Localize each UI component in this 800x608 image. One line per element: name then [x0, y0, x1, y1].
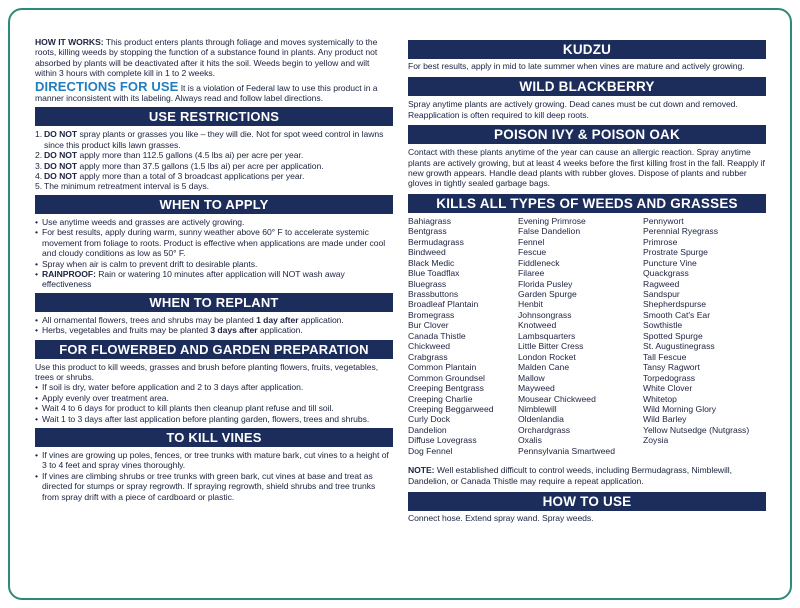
weed-item: Diffuse Lovegrass: [408, 435, 477, 446]
weed-item: Black Medic: [408, 257, 455, 268]
kudzu-text: For best results, apply in mid to late summer when vines are mature and actively growing.: [408, 61, 745, 71]
weed-item: Creeping Charlie: [408, 393, 473, 404]
use-restrictions-list: [35, 129, 393, 191]
restriction-item: 3. DO NOT apply more than 37.5 gallons (1.5 lbs ai) per acre per application.: [35, 160, 324, 171]
weed-item: Common Plantain: [408, 362, 477, 373]
when-to-replant-list: [35, 315, 393, 336]
restriction-item: 2. DO NOT apply more than 112.5 gallons (4.5 lbs ai) per acre per year.: [35, 150, 304, 161]
flowerbed-list: [35, 382, 393, 424]
weed-item: Smooth Cat's Ear: [643, 309, 711, 320]
flowerbed-item: • Apply evenly over treatment area.: [35, 393, 393, 403]
vines-item: • If vines are growing up poles, fences, or tree trunks with mature bark, cut vines to a height of 3 to 4 feet and spray vines thoroughly.: [35, 450, 393, 471]
weed-item: Wild Barley: [643, 414, 687, 425]
weed-item: Canada Thistle: [408, 330, 466, 341]
replant-item: • Herbs, vegetables and fruits may be planted 3 days after application.: [35, 325, 393, 335]
weed-item: Sandspur: [643, 289, 680, 300]
directions-paragraph: [35, 78, 393, 104]
weed-item: London Rocket: [518, 351, 576, 362]
weed-item: Brassbuttons: [408, 289, 459, 300]
apply-item: • RAINPROOF: Rain or watering 10 minutes after application will NOT wash away effectiveness: [35, 269, 393, 290]
weed-item: Quackgrass: [643, 268, 689, 279]
vines-item: • If vines are climbing shrubs or tree trunks with green bark, cut vines at base and treat as directed for stumps or spray regrowth. If spraying regrowth, shield shrubs and tree trunks from spray drift with a piece of cardboard or plastic.: [35, 471, 393, 502]
weed-item: Bermudagrass: [408, 236, 464, 247]
weed-item: St. Augustinegrass: [643, 341, 715, 352]
weed-item: Garden Spurge: [518, 289, 577, 300]
use-restrictions-header: USE RESTRICTIONS: [35, 107, 393, 126]
apply-item: • Spray when air is calm to prevent drift to desirable plants.: [35, 259, 393, 269]
flowerbed-item: • If soil is dry, water before application and 2 to 3 days after application.: [35, 382, 393, 392]
when-to-apply-list: [35, 217, 393, 290]
note-text: Well established difficult to control weeds, including Bermudagrass, Nimblewill, Dandelion, or Canada Thistle may require a repeat application.: [408, 465, 732, 486]
when-to-replant-header: WHEN TO REPLANT: [35, 293, 393, 312]
weed-item: Sowthistle: [643, 320, 683, 331]
right-column: [408, 40, 766, 523]
flowerbed-item: • Wait 4 to 6 days for product to kill plants then cleanup plant refuse and till soil.: [35, 403, 393, 413]
weed-item: Bahiagrass: [408, 215, 451, 226]
weed-item: Torpedograss: [643, 372, 696, 383]
restriction-item: 1. DO NOT spray plants or grasses you like – they will die. Not for spot weed control in lawns since this product kills lawn grasses.: [35, 129, 384, 150]
weed-item: Mousear Chickweed: [518, 393, 596, 404]
weed-item: Perennial Ryegrass: [643, 226, 718, 237]
weed-item: Knotweed: [518, 320, 557, 331]
weed-item: Dog Fennel: [408, 445, 453, 456]
weed-item: Malden Cane: [518, 362, 570, 373]
weed-item: Creeping Beggarweed: [408, 404, 494, 414]
how-it-works-label: HOW IT WORKS:: [35, 37, 104, 47]
weed-item: Common Groundsel: [408, 372, 485, 383]
left-column: [35, 37, 393, 502]
weed-item: Bromegrass: [408, 309, 455, 320]
weed-item: Broadleaf Plantain: [408, 299, 479, 310]
weed-item: Filaree: [518, 268, 545, 279]
weed-column: [408, 216, 518, 456]
weed-item: Ragweed: [643, 278, 680, 289]
weed-column: [643, 216, 766, 456]
weed-item: Crabgrass: [408, 351, 448, 362]
weed-item: Pennywort: [643, 215, 684, 226]
weed-item: Spotted Spurge: [643, 330, 703, 341]
flowerbed-item: • Wait 1 to 3 days after last application before planting garden, flowers, trees and shrubs.: [35, 414, 393, 424]
note-label: NOTE:: [408, 465, 435, 476]
weed-item: Zoysia: [643, 435, 669, 446]
apply-item: • For best results, apply during warm, sunny weather above 60° F to accelerate systemic movement from foliage to roots. Product is effective when applications are made under cool and cloudy conditions as low as 50° F.: [35, 227, 393, 258]
weed-item: Evening Primrose: [518, 215, 586, 226]
replant-item: • All ornamental flowers, trees and shrubs may be planted 1 day after application.: [35, 315, 393, 325]
weed-item: Fennel: [518, 236, 545, 247]
weed-item: Oxalis: [518, 435, 542, 446]
weed-item: Fiddleneck: [518, 257, 560, 268]
weed-item: White Clover: [643, 383, 693, 394]
weed-item: Oldenlandia: [518, 414, 564, 425]
restriction-item: 5. The minimum retreatment interval is 5 days.: [35, 181, 210, 192]
weed-item: Johnsongrass: [518, 309, 572, 320]
weed-item: Little Bitter Cress: [518, 341, 584, 352]
how-it-works-paragraph: [35, 37, 393, 79]
restriction-item: 4. DO NOT apply more than a total of 3 broadcast applications per year.: [35, 171, 305, 182]
weed-item: Bindweed: [408, 247, 446, 258]
weed-list: [408, 216, 766, 456]
poison-ivy-header: POISON IVY & POISON OAK: [408, 125, 766, 144]
weed-item: Tall Fescue: [643, 351, 687, 362]
weed-item: Tansy Ragwort: [643, 362, 700, 373]
flowerbed-header: FOR FLOWERBED AND GARDEN PREPARATION: [35, 340, 393, 359]
weed-item: Creeping Bentgrass: [408, 383, 484, 394]
weed-item: Dandelion: [408, 424, 447, 435]
kill-vines-header: TO KILL VINES: [35, 428, 393, 447]
weed-item: Pennsylvania Smartweed: [518, 445, 615, 456]
kills-all-header: KILLS ALL TYPES OF WEEDS AND GRASSES: [408, 194, 766, 213]
wild-blackberry-text: Spray anytime plants are actively growing. Dead canes must be cut down and removed. Reapplication is often required to kill deep roots.: [408, 99, 738, 120]
weed-item: Mayweed: [518, 383, 555, 394]
how-it-works-text: This product enters plants through foliage and moves systemically to the roots, killing weeds by stopping the function of a substance found in plants. Any product not absorbed by plants will be deactivated after it hits the soil. Weeds begin to yellow and wilt within 3 hours with complete kill in 1 to 2 weeks.: [35, 37, 378, 79]
weed-item: Prostrate Spurge: [643, 247, 708, 258]
directions-text: It is a violation of Federal law to use this product in a manner inconsistent with its labeling. Always read and follow label directions.: [35, 82, 378, 104]
flowerbed-intro: Use this product to kill weeds, grasses and brush before planting flowers, fruits, vegetables, trees or shrubs.: [35, 361, 379, 382]
weed-item: Fescue: [518, 247, 547, 258]
weed-item: Yellow Nutsedge (Nutgrass): [643, 424, 750, 435]
weed-item: Primrose: [643, 236, 678, 247]
note-paragraph: [408, 465, 766, 486]
weed-item: Bentgrass: [408, 226, 447, 237]
weed-item: Curly Dock: [408, 414, 451, 425]
weed-item: Florida Pusley: [518, 278, 573, 289]
weed-item: Lambsquarters: [518, 330, 576, 341]
poison-ivy-text: Contact with these plants anytime of the year can cause an allergic reaction. Spray anytime plants are actively growing, but at least 4 weeks before the first killing frost in the fall. Reapply if new growth appears. Handle dead plants with rubber gloves. Dispose of plants and rubber gloves in tightly sealed garbage bags.: [408, 147, 765, 189]
kill-vines-list: [35, 450, 393, 502]
apply-item: • Use anytime weeds and grasses are actively growing.: [35, 217, 393, 227]
weed-item: Mallow: [518, 372, 545, 383]
weed-item: Bur Clover: [408, 320, 449, 331]
weed-item: Nimblewill: [518, 404, 557, 414]
weed-column: [518, 216, 643, 456]
weed-item: Puncture Vine: [643, 257, 697, 268]
weed-item: Shepherdspurse: [643, 299, 707, 310]
wild-blackberry-header: WILD BLACKBERRY: [408, 77, 766, 96]
when-to-apply-header: WHEN TO APPLY: [35, 195, 393, 214]
weed-item: Bluegrass: [408, 278, 447, 289]
kudzu-header: KUDZU: [408, 40, 766, 59]
weed-item: Chickweed: [408, 341, 451, 352]
weed-item: Orchardgrass: [518, 424, 571, 435]
how-to-use-header: HOW TO USE: [408, 492, 766, 511]
weed-item: Blue Toadflax: [408, 268, 460, 279]
weed-item: Henbit: [518, 299, 543, 310]
directions-title: DIRECTIONS FOR USE: [35, 78, 179, 94]
weed-item: Whitetop: [643, 393, 677, 404]
weed-item: False Dandelion: [518, 226, 581, 237]
how-to-use-text: Connect hose. Extend spray wand. Spray weeds.: [408, 513, 594, 524]
weed-item: Wild Morning Glory: [643, 404, 717, 414]
